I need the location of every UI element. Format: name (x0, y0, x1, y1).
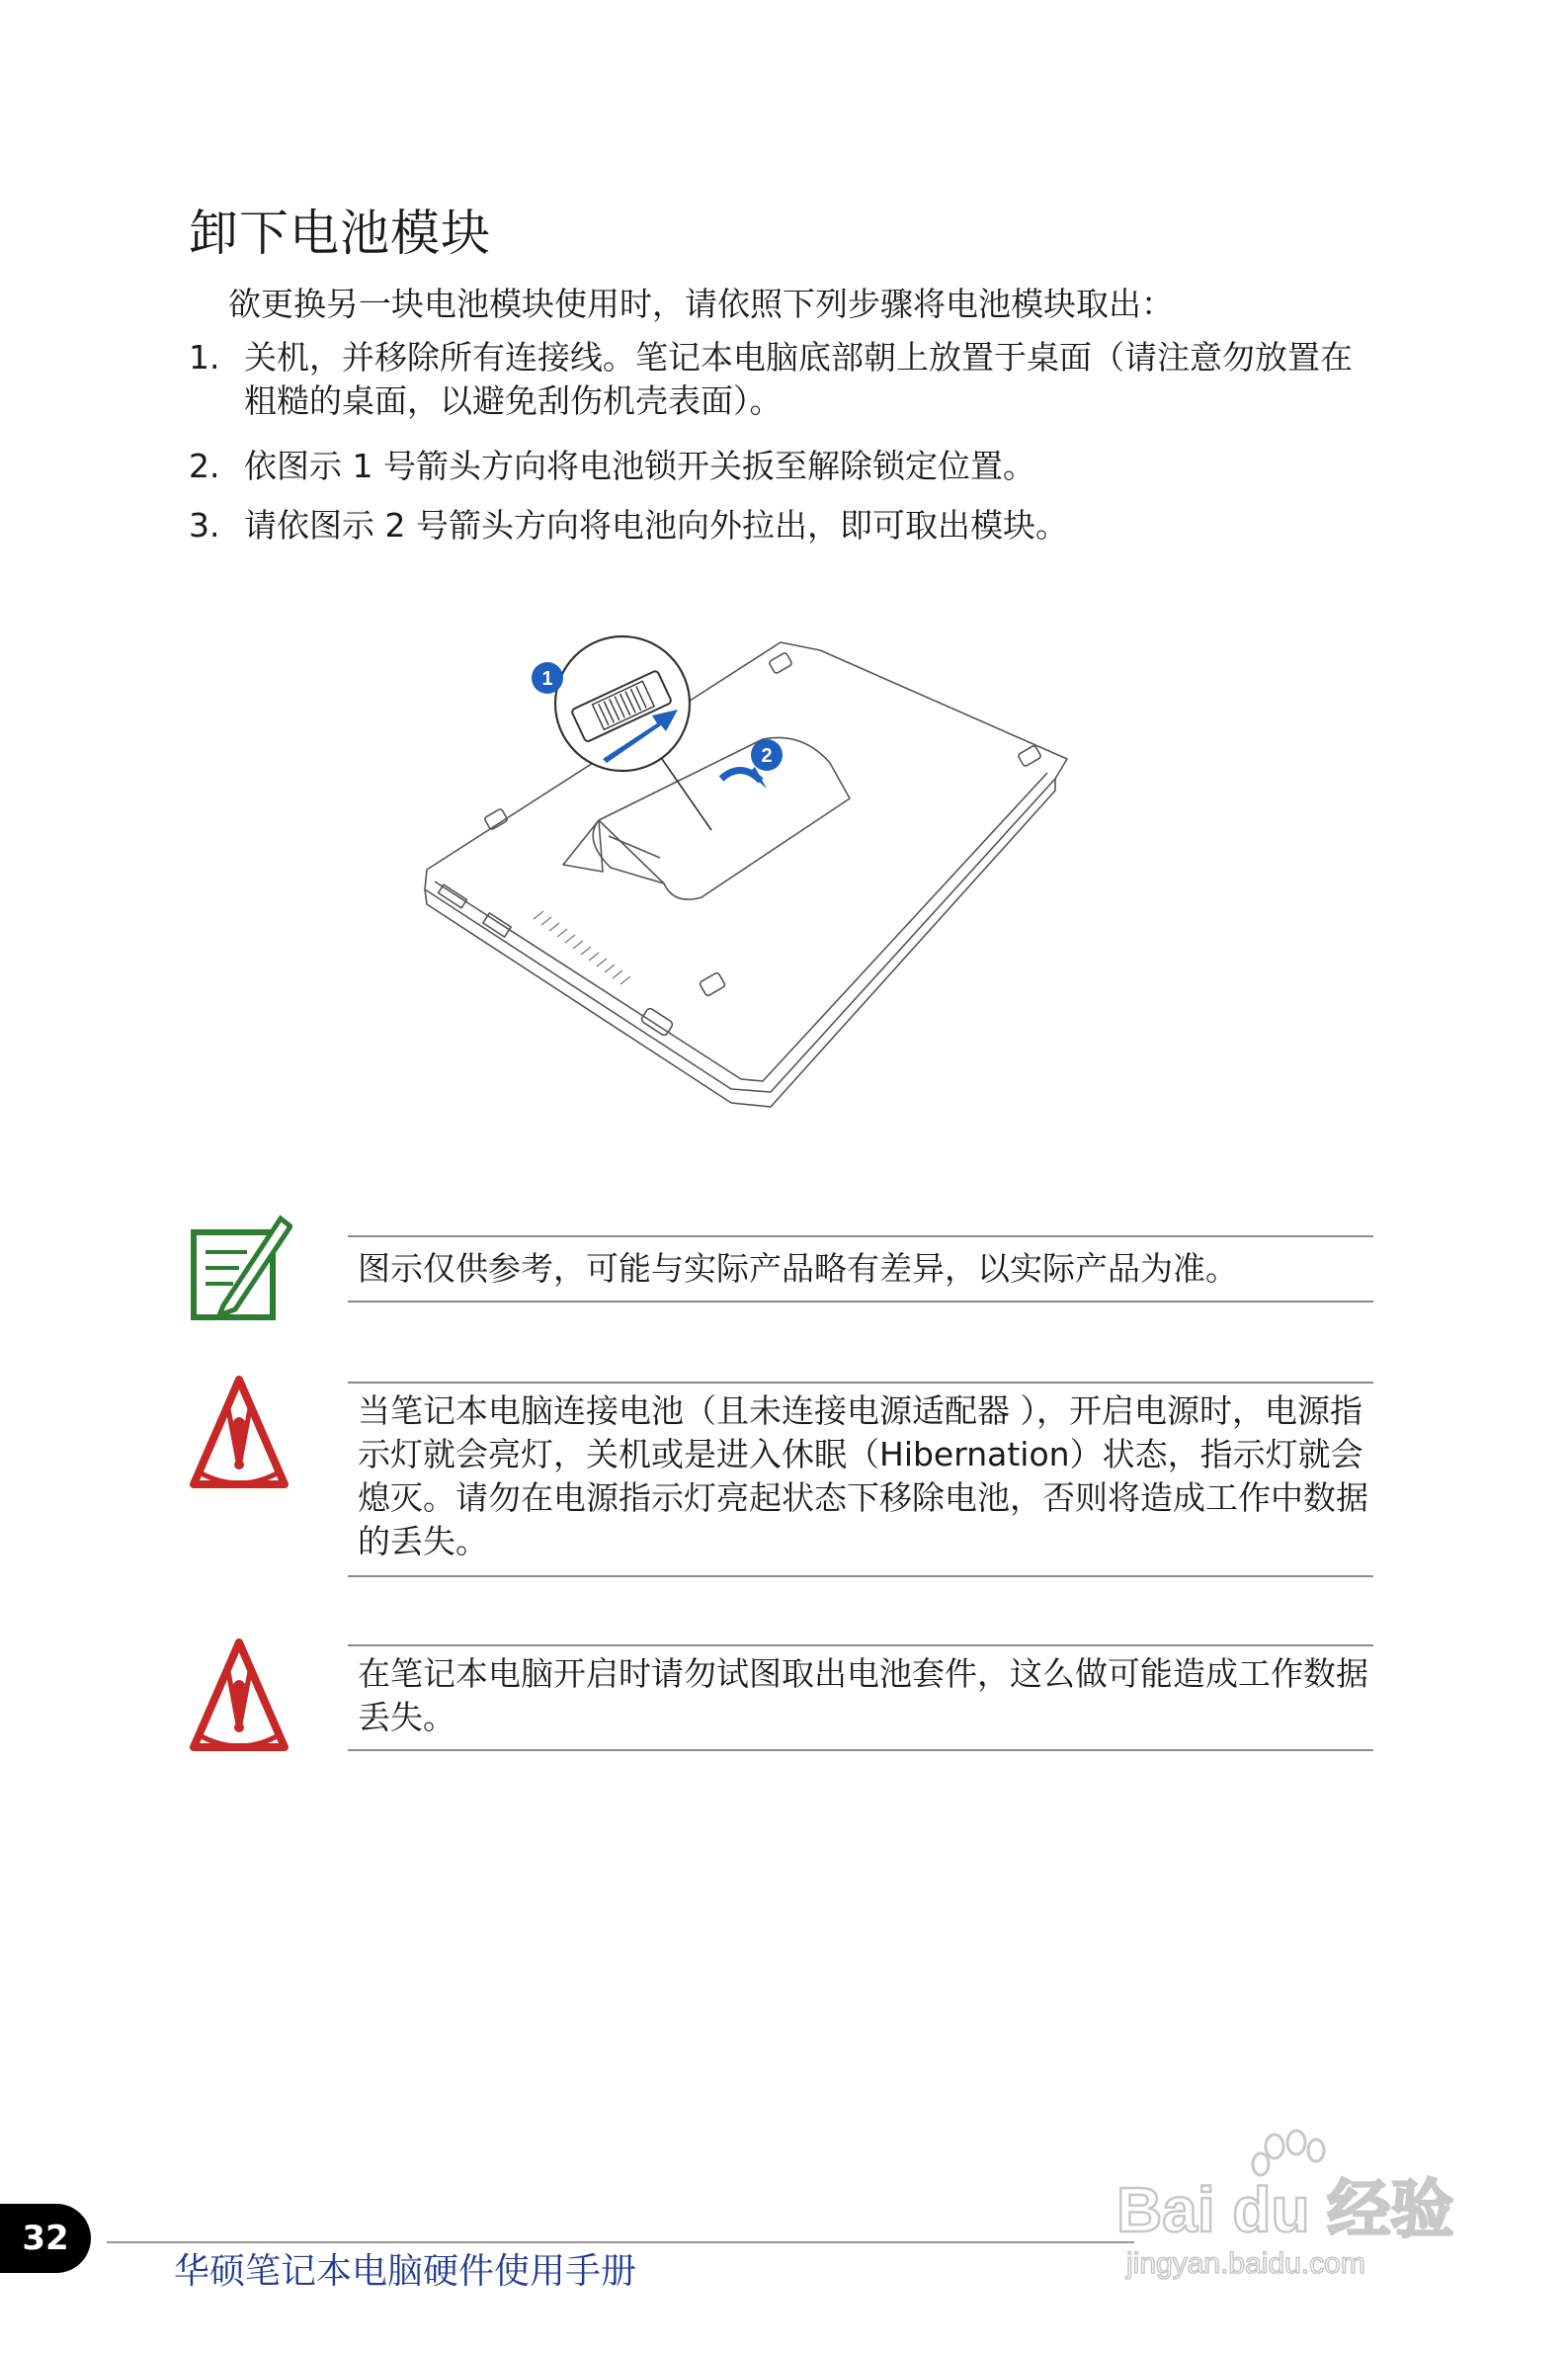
footer-manual-title: 华硕笔记本电脑硬件使用手册 (174, 2251, 637, 2292)
intro-paragraph: 欲更换另一块电池模块使用时，请依照下列步骤将电池模块取出： (228, 285, 1174, 323)
note-top-rule (348, 1235, 1373, 1237)
note-icon (190, 1211, 292, 1321)
step-number: 1. (189, 338, 220, 377)
note-bottom-rule (348, 1301, 1373, 1303)
callout-1-label: 1 (541, 668, 553, 690)
step-text: 依图示 1 号箭头方向将电池锁开关扳至解除锁定位置。 (244, 447, 1035, 485)
warning-1-text: 当笔记本电脑连接电池（且未连接电源适配器 ），开启电源时，电源指示灯就会亮灯，关机或是进入休眠（Hibernation）状态，指示灯就会熄灭。请勿在电源指示灯亮起状态下移除电池，否则将造成工作中数据的丢失。 (358, 1391, 1368, 1560)
watermark-brand: Bai du 经验 (1116, 2174, 1454, 2245)
step-number: 3. (189, 506, 220, 545)
step-text: 请依图示 2 号箭头方向将电池向外拉出，即可取出模块。 (244, 506, 1068, 545)
warning-1-bottom-rule (348, 1575, 1373, 1577)
section-title: 卸下电池模块 (189, 205, 491, 262)
warning-2-text: 在笔记本电脑开启时请勿试图取出电池套件，这么做可能造成工作数据丢失。 (358, 1654, 1368, 1736)
watermark-url: jingyan.baidu.com (1126, 2247, 1365, 2280)
warning-icon (188, 1637, 290, 1759)
warning-icon (188, 1374, 290, 1496)
note-text: 图示仅供参考，可能与实际产品略有差异，以实际产品为准。 (358, 1249, 1238, 1288)
callout-2-label: 2 (761, 745, 773, 767)
step-text: 关机，并移除所有连接线。笔记本电脑底部朝上放置于桌面（请注意勿放置在粗糙的桌面，以避免刮伤机壳表面）。 (244, 338, 1353, 420)
warning-1-top-rule (348, 1382, 1373, 1384)
warning-2-top-rule (348, 1644, 1373, 1646)
page-number: 32 (0, 2204, 91, 2273)
battery-removal-illustration (415, 632, 1087, 1127)
baidu-watermark (1107, 2125, 1482, 2283)
step-number: 2. (189, 447, 220, 485)
warning-2-bottom-rule (348, 1749, 1373, 1751)
